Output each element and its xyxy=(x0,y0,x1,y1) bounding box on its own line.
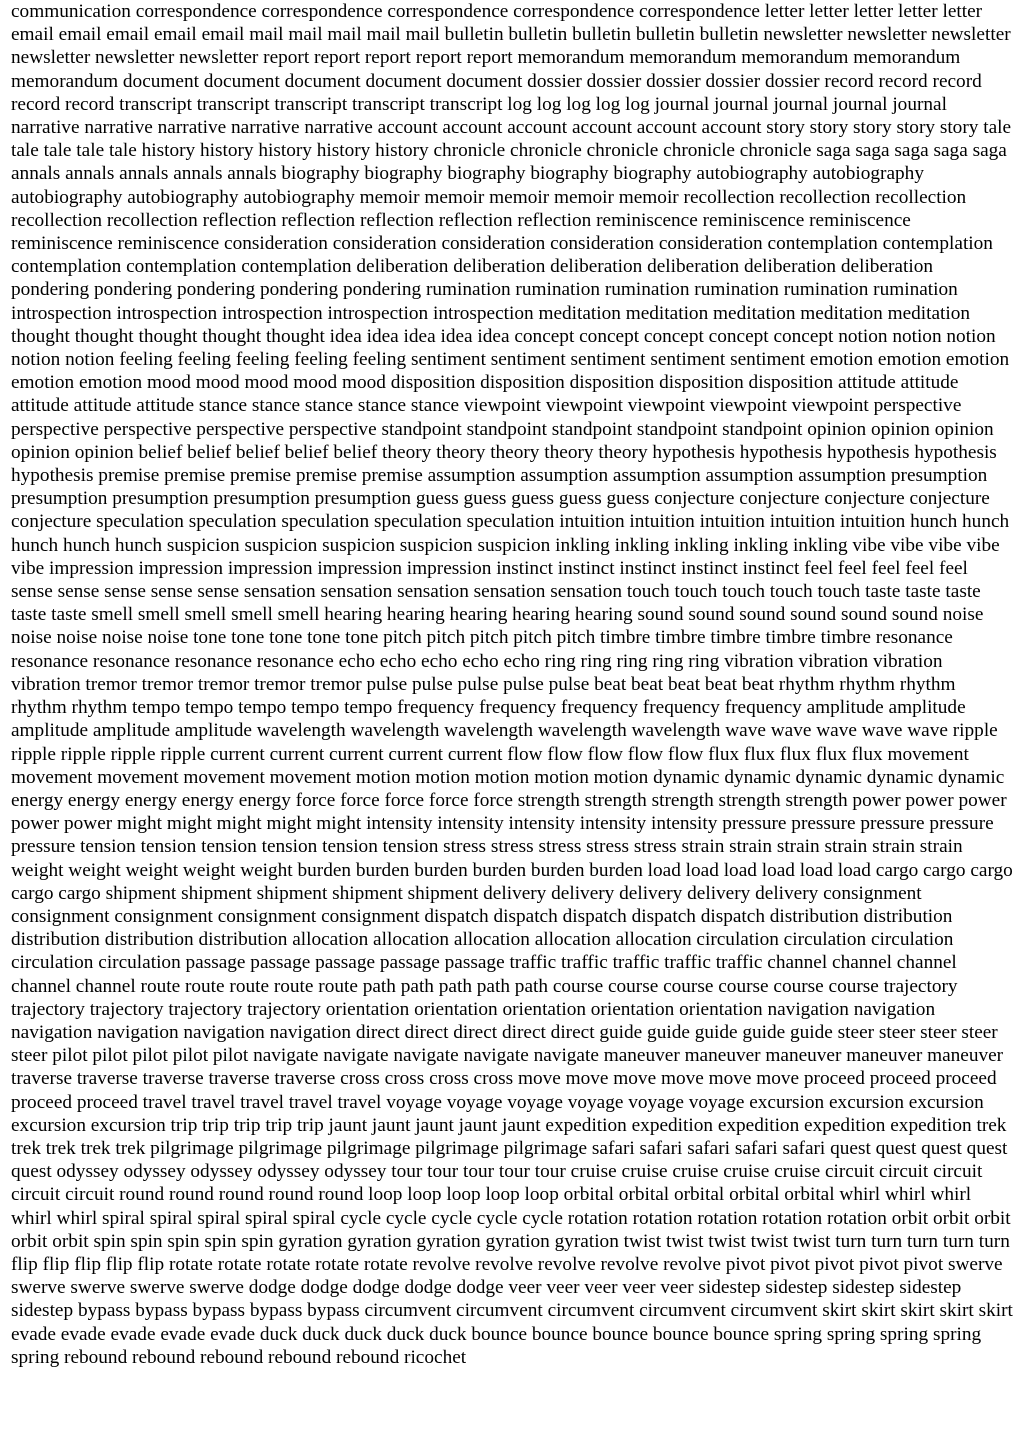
body-text: communication correspondence correspondence correspondence correspondence correspondence letter letter letter letter letter email email email email email mail mail mail mail mail bulletin bulletin bulletin bulletin bulletin newsletter newsletter newsletter newsletter newsletter newsletter report report report report report memorandum memorandum memorandum memorandum memorandum document document document document document dossier dossier dossier dossier dossier record record record record record transcript transcript transcript transcript transcript log log log log log journal journal journal journal journal narrative narrative narrative narrative narrative account account account account account account story story story story story tale tale tale tale tale history history history history history chronicle chronicle chronicle chronicle chronicle saga saga saga saga saga annals annals annals annals annals biography biography biography biography biography autobiography autobiography autobiography autobiography autobiography memoir memoir memoir memoir memoir recollection recollection recollection recollection recollection reflection reflection reflection reflection reflection reminiscence reminiscence reminiscence reminiscence reminiscence consideration consideration consideration consideration consideration contemplation contemplation contemplation contemplation contemplation deliberation deliberation deliberation deliberation deliberation deliberation pondering pondering pondering pondering pondering rumination rumination rumination rumination rumination rumination introspection introspection introspection introspection introspection meditation meditation meditation meditation meditation thought thought thought thought thought idea idea idea idea idea concept concept concept concept concept notion notion notion notion notion feeling feeling feeling feeling feeling sentiment sentiment sentiment sentiment sentiment emotion emotion emotion emotion emotion mood mood mood mood mood disposition disposition disposition disposition disposition attitude attitude attitude attitude attitude stance stance stance stance stance viewpoint viewpoint viewpoint viewpoint viewpoint perspective perspective perspective perspective perspective standpoint standpoint standpoint standpoint standpoint opinion opinion opinion opinion opinion belief belief belief belief belief theory theory theory theory theory hypothesis hypothesis hypothesis hypothesis hypothesis premise premise premise premise premise assumption assumption assumption assumption assumption presumption presumption presumption presumption presumption guess guess guess guess guess conjecture conjecture conjecture conjecture conjecture speculation speculation speculation speculation speculation intuition intuition intuition intuition intuition hunch hunch hunch hunch hunch suspicion suspicion suspicion suspicion suspicion inkling inkling inkling inkling inkling vibe vibe vibe vibe vibe impression impression impression impression impression instinct instinct instinct instinct instinct feel feel feel feel feel sense sense sense sense sense sensation sensation sensation sensation sensation touch touch touch touch touch taste taste taste taste taste smell smell smell smell smell hearing hearing hearing hearing hearing sound sound sound sound sound sound noise noise noise noise noise tone tone tone tone tone pitch pitch pitch pitch pitch timbre timbre timbre timbre timbre resonance resonance resonance resonance resonance echo echo echo echo echo ring ring ring ring ring vibration vibration vibration vibration tremor tremor tremor tremor tremor pulse pulse pulse pulse pulse beat beat beat beat beat rhythm rhythm rhythm rhythm rhythm tempo tempo tempo tempo tempo frequency frequency frequency frequency frequency amplitude amplitude amplitude amplitude amplitude wavelength wavelength wavelength wavelength wavelength wave wave wave wave wave ripple ripple ripple ripple ripple current current current current current flow flow flow flow flow flux flux flux flux flux movement movement movement movement movement motion motion motion motion motion dynamic dynamic dynamic dynamic dynamic energy energy energy energy energy force force force force force strength strength strength strength strength power power power power power might might might might might intensity intensity intensity intensity intensity pressure pressure pressure pressure pressure tension tension tension tension tension tension stress stress stress stress stress strain strain strain strain strain strain weight weight weight weight weight burden burden burden burden burden burden load load load load load load cargo cargo cargo cargo cargo shipment shipment shipment shipment shipment delivery delivery delivery delivery delivery consignment consignment consignment consignment consignment dispatch dispatch dispatch dispatch dispatch distribution distribution distribution distribution distribution allocation allocation allocation allocation allocation circulation circulation circulation circulation circulation passage passage passage passage passage traffic traffic traffic traffic traffic channel channel channel channel channel route route route route route path path path path path course course course course course course trajectory trajectory trajectory trajectory trajectory orientation orientation orientation orientation orientation navigation navigation navigation navigation navigation navigation direct direct direct direct direct guide guide guide guide guide steer steer steer steer steer pilot pilot pilot pilot pilot navigate navigate navigate navigate navigate maneuver maneuver maneuver maneuver maneuver traverse traverse traverse traverse traverse cross cross cross cross move move move move move move proceed proceed proceed proceed proceed travel travel travel travel travel voyage voyage voyage voyage voyage voyage excursion excursion excursion excursion excursion trip trip trip trip trip jaunt jaunt jaunt jaunt jaunt expedition expedition expedition expedition expedition trek trek trek trek trek pilgrimage pilgrimage pilgrimage pilgrimage pilgrimage safari safari safari safari safari quest quest quest quest quest odyssey odyssey odyssey odyssey odyssey tour tour tour tour tour cruise cruise cruise cruise cruise circuit circuit circuit circuit circuit round round round round round loop loop loop loop loop orbital orbital orbital orbital orbital whirl whirl whirl whirl whirl spiral spiral spiral spiral spiral cycle cycle cycle cycle cycle rotation rotation rotation rotation rotation orbit orbit orbit orbit orbit spin spin spin spin spin gyration gyration gyration gyration gyration twist twist twist twist twist turn turn turn turn turn flip flip flip flip flip rotate rotate rotate rotate rotate revolve revolve revolve revolve revolve pivot pivot pivot pivot pivot swerve swerve swerve swerve swerve dodge dodge dodge dodge dodge veer veer veer veer veer sidestep sidestep sidestep sidestep sidestep bypass bypass bypass bypass bypass circumvent circumvent circumvent circumvent circumvent skirt skirt skirt skirt skirt evade evade evade evade evade duck duck duck duck duck bounce bounce bounce bounce bounce spring spring spring spring spring rebound rebound rebound rebound rebound ricochet xyxy=(11,1,1013,1368)
